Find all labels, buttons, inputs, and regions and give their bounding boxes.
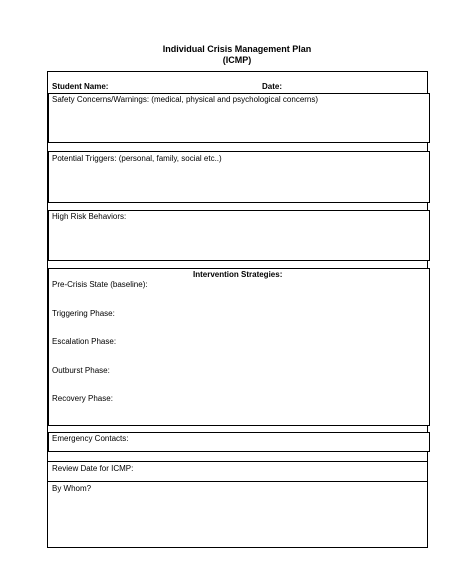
document-title: Individual Crisis Management Plan <box>162 44 312 54</box>
review-date-divider <box>48 461 427 462</box>
phase-triggering-label: Triggering Phase: <box>52 309 115 318</box>
student-name-label: Student Name: <box>52 82 109 91</box>
phase-outburst-label: Outburst Phase: <box>52 366 110 375</box>
phase-escalation-label: Escalation Phase: <box>52 337 117 346</box>
by-whom-label: By Whom? <box>52 484 92 493</box>
intervention-strategies-heading: Intervention Strategies: <box>193 270 283 279</box>
review-date-label: Review Date for ICMP: <box>52 464 134 473</box>
high-risk-behaviors-label: High Risk Behaviors: <box>52 212 127 221</box>
potential-triggers-label: Potential Triggers: (personal, family, social etc..) <box>52 154 222 163</box>
by-whom-divider <box>48 481 427 482</box>
phase-pre-crisis-label: Pre-Crisis State (baseline): <box>52 280 148 289</box>
document-subtitle: (ICMP) <box>222 55 252 65</box>
date-label: Date: <box>262 82 283 91</box>
phase-recovery-label: Recovery Phase: <box>52 394 113 403</box>
safety-concerns-label: Safety Concerns/Warnings: (medical, physical and psychological concerns) <box>52 95 319 104</box>
emergency-contacts-label: Emergency Contacts: <box>52 434 129 443</box>
